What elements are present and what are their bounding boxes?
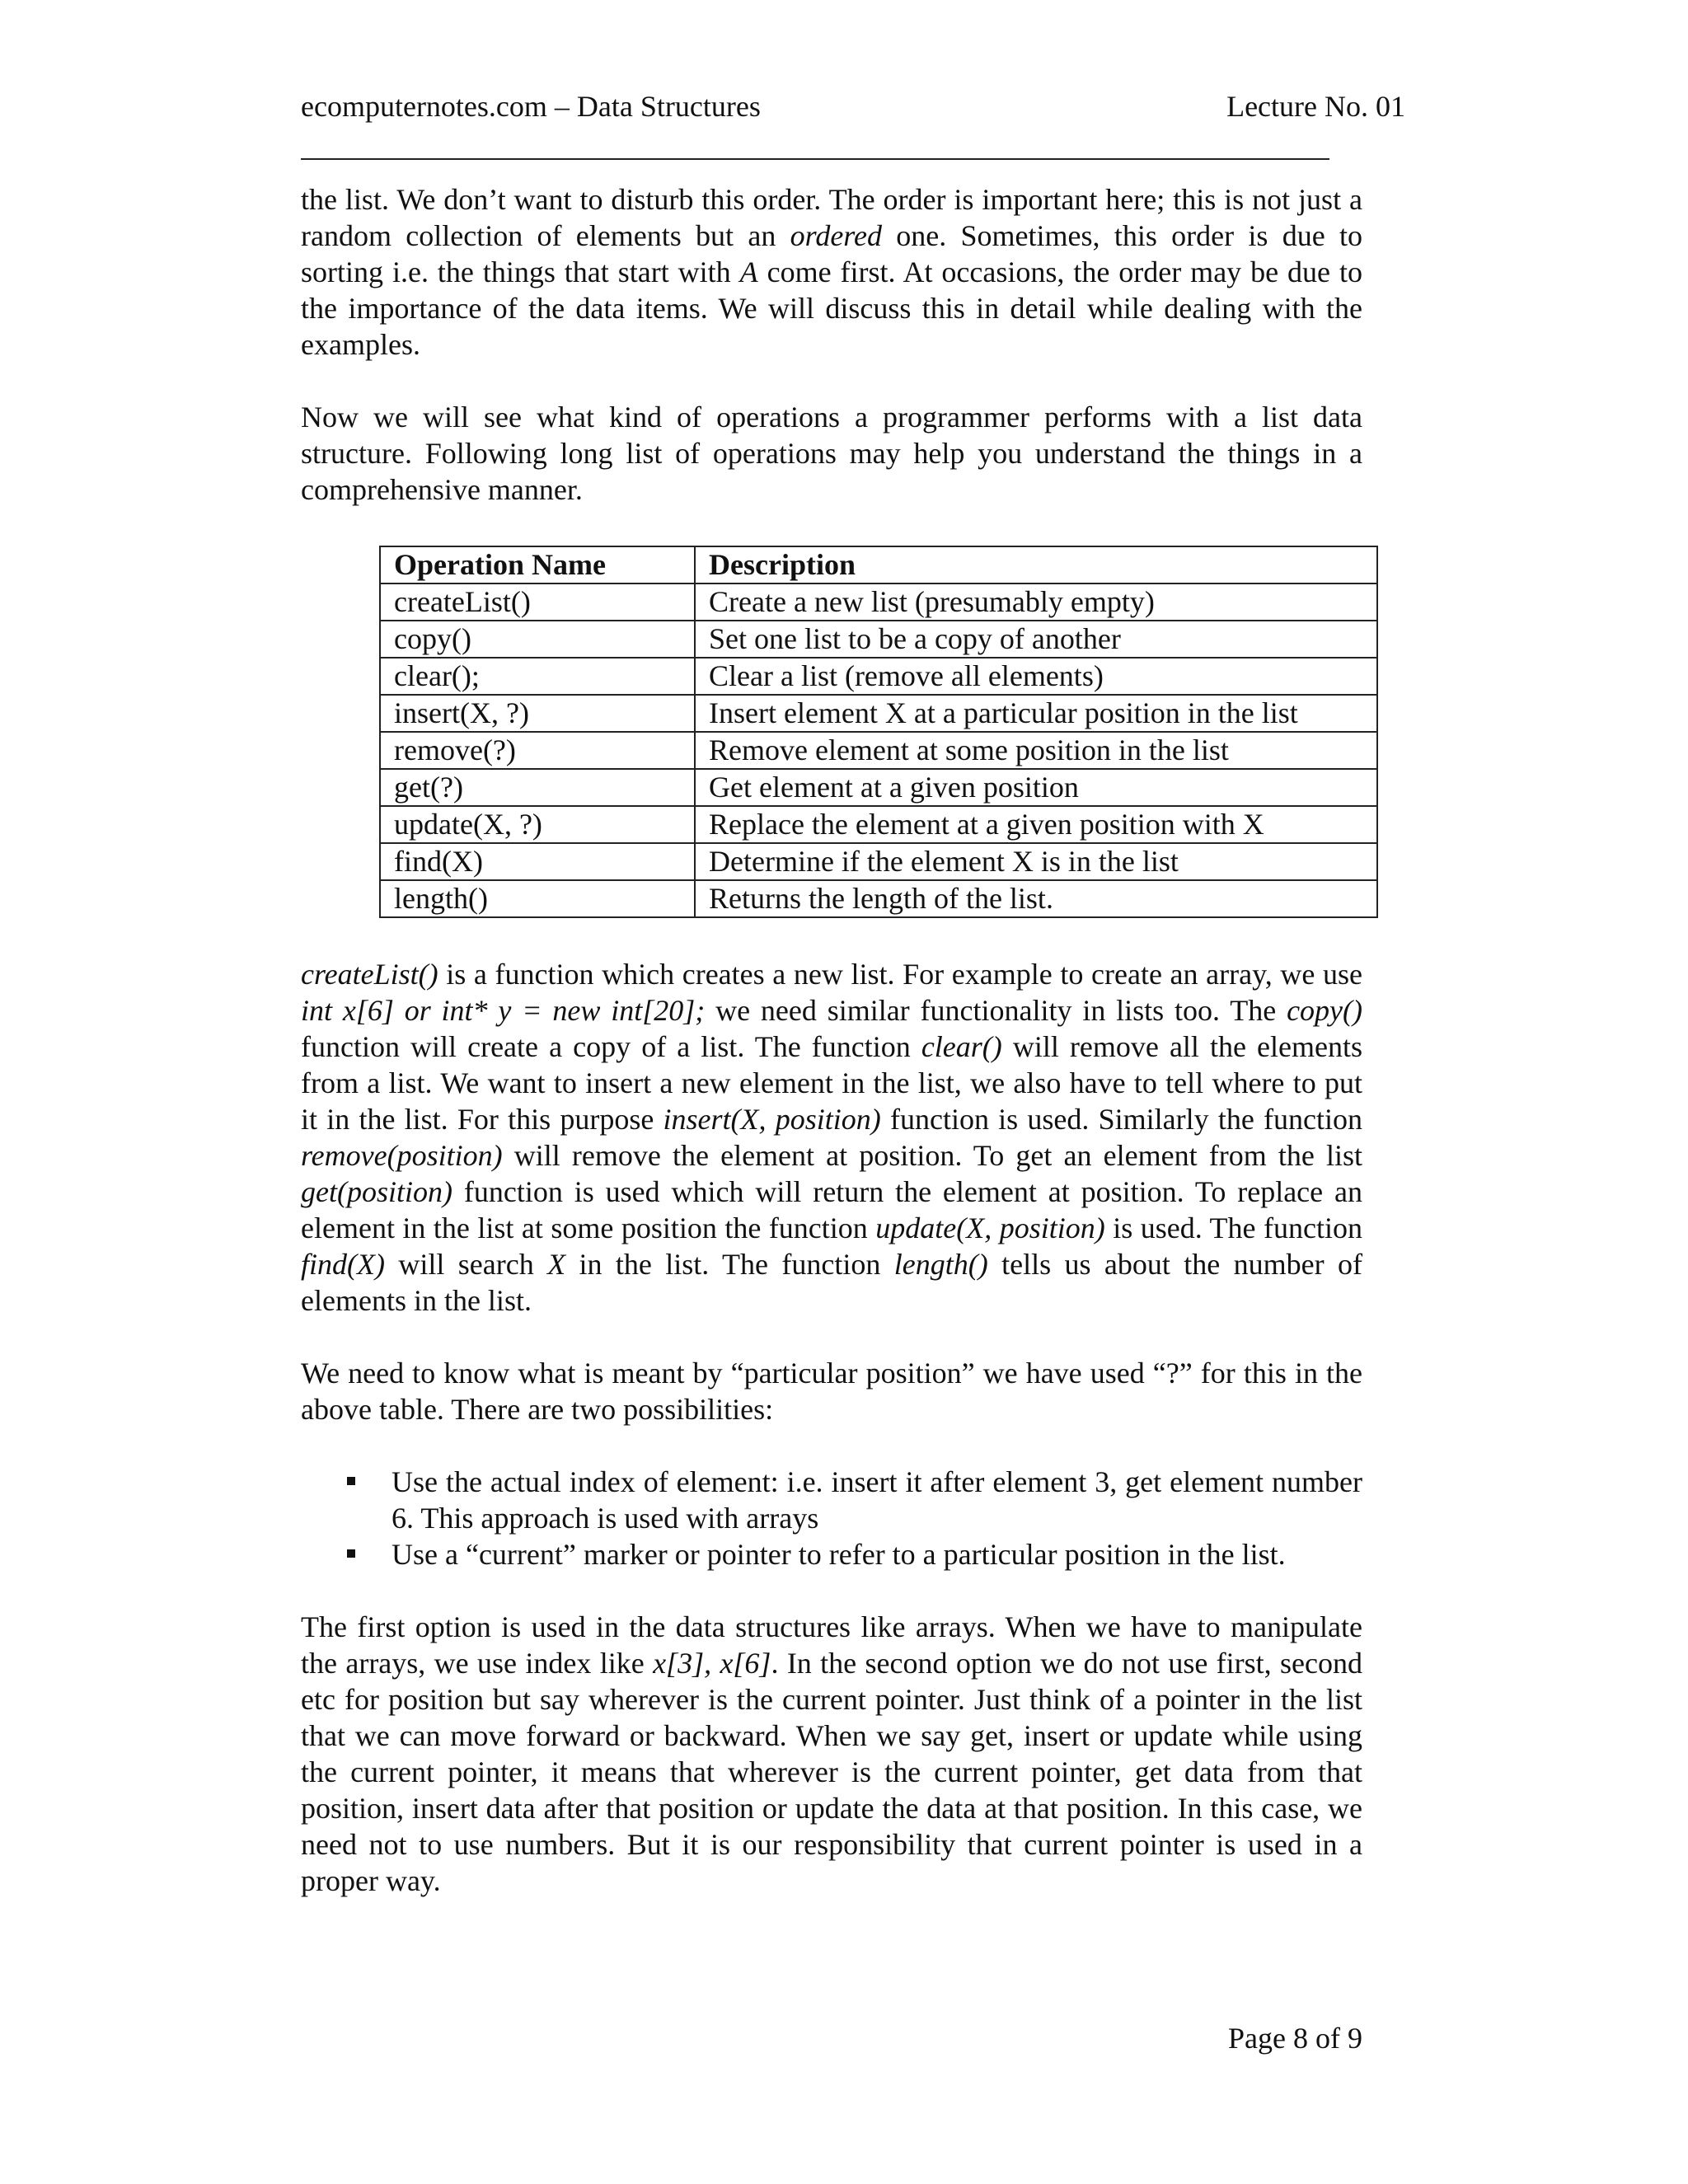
operation-description-cell: Set one list to be a copy of another <box>695 621 1377 658</box>
paragraph-particular-position <box>301 1355 1362 1427</box>
italic-term: get(position) <box>301 1175 452 1208</box>
italic-term: insert(X, position) <box>663 1103 881 1136</box>
table-header-row <box>380 546 1377 583</box>
table-row <box>380 583 1377 621</box>
text-run: in the list. The function <box>565 1248 894 1281</box>
paragraph-list-order <box>301 181 1362 363</box>
text-run: Now we will see what kind of operations a programmer performs with a list data structure. Following long list of operations may help you understand the things in a comprehensive manner. <box>301 401 1362 506</box>
italic-term: x[3], x[6] <box>653 1647 771 1680</box>
italic-term: ordered <box>790 219 882 252</box>
header-divider <box>301 158 1329 160</box>
list-item-text: Use the actual index of element: i.e. insert it after element 3, get element number 6. This approach is used with arrays <box>392 1465 1362 1535</box>
column-header-description: Description <box>695 546 1377 583</box>
italic-term: clear() <box>921 1030 1002 1063</box>
operation-name-cell: copy() <box>380 621 695 658</box>
table-row <box>380 695 1377 732</box>
operation-name-cell: update(X, ?) <box>380 806 695 843</box>
operations-table <box>379 546 1378 918</box>
operation-description-cell: Returns the length of the list. <box>695 880 1377 917</box>
text-run: will remove all the elements from a list. We want to insert a new element in the list, we also have to tell where to put it in the list. For this purpose <box>301 1030 1363 1136</box>
table-row <box>380 732 1377 769</box>
paragraph-operations-intro <box>301 399 1362 508</box>
header-site-title: ecomputernotes.com – Data Structures <box>301 90 761 123</box>
paragraph-text <box>301 181 1362 363</box>
list-item <box>301 1464 1362 1536</box>
italic-term: X <box>547 1248 566 1281</box>
operation-description-cell: Clear a list (remove all elements) <box>695 658 1377 695</box>
text-run: function is used. Similarly the function <box>880 1103 1363 1136</box>
italic-term: int x[6] or int* y = new int[20]; <box>301 994 706 1027</box>
operation-name-cell: insert(X, ?) <box>380 695 695 732</box>
text-run: we need similar functionality in lists too. The <box>705 994 1287 1027</box>
operation-description-cell: Replace the element at a given position with X <box>695 806 1377 843</box>
text-run: We need to know what is meant by “particular position” we have used “?” for this in the above table. There are two possibilities: <box>301 1357 1362 1426</box>
square-bullet-icon <box>347 1477 355 1485</box>
table-row <box>380 769 1377 806</box>
text-run: is used. The function <box>1104 1212 1362 1244</box>
list-item-text: Use a “current” marker or pointer to refer to a particular position in the list. <box>392 1538 1286 1571</box>
text-run: come first. At occasions, the order may be due to the importance of the data items. We will discuss this in detail while dealing with the examples. <box>301 255 1362 361</box>
table-row <box>380 843 1377 880</box>
text-run: the list. We don’t want to disturb this order. The order is important here; this is not just a random collection of elements but an <box>301 183 1362 252</box>
header-lecture-number: Lecture No. 01 <box>1226 90 1405 123</box>
paragraph-text <box>301 1609 1362 1899</box>
paragraph-text <box>301 956 1362 1319</box>
text-run: tells us about the number of elements in the list. <box>301 1248 1363 1317</box>
italic-term: update(X, position) <box>875 1212 1105 1244</box>
operation-name-cell: remove(?) <box>380 732 695 769</box>
table-row <box>380 621 1377 658</box>
operation-description-cell: Insert element X at a particular position in the list <box>695 695 1377 732</box>
text-run: function will create a copy of a list. The function <box>301 1030 921 1063</box>
operation-description-cell: Get element at a given position <box>695 769 1377 806</box>
table-row <box>380 658 1377 695</box>
text-run: is a function which creates a new list. For example to create an array, we use <box>438 958 1362 991</box>
possibilities-list <box>301 1464 1362 1572</box>
page-number: Page 8 of 9 <box>1228 2022 1362 2055</box>
table-row <box>380 880 1377 917</box>
paragraph-current-pointer <box>301 1609 1362 1899</box>
text-run: will remove the element at position. To get an element from the list <box>502 1139 1362 1172</box>
text-run: . In the second option we do not use first, second etc for position but say wherever is the current pointer. Just think of a pointer in the list that we can move forward or backward. When we say get, insert or update while using the current pointer, it means that wherever is the current pointer, get data from that position, insert data after that position or update the data at that position. In this case, we need not to use numbers. But it is our responsibility that current pointer is used in a proper way. <box>301 1647 1363 1897</box>
operation-name-cell: length() <box>380 880 695 917</box>
text-run: The first option is used in the data structures like arrays. When we have to manipulate the arrays, we use index like <box>301 1610 1362 1680</box>
text-run: function is used which will return the element at position. To replace an element in the list at some position the function <box>301 1175 1362 1244</box>
operation-name-cell: createList() <box>380 583 695 621</box>
text-run: will search <box>384 1248 548 1281</box>
text-run: one. Sometimes, this order is due to sorting i.e. the things that start with <box>301 219 1362 288</box>
paragraph-text <box>301 399 1362 508</box>
operation-name-cell: find(X) <box>380 843 695 880</box>
operation-description-cell: Remove element at some position in the list <box>695 732 1377 769</box>
italic-term: createList() <box>301 958 438 991</box>
list-item <box>301 1536 1362 1572</box>
italic-term: length() <box>893 1248 988 1281</box>
paragraph-functions-explained <box>301 956 1362 1319</box>
square-bullet-icon <box>347 1549 355 1558</box>
page-header <box>301 89 1405 129</box>
italic-term: remove(position) <box>301 1139 503 1172</box>
operation-description-cell: Create a new list (presumably empty) <box>695 583 1377 621</box>
italic-term: copy() <box>1287 994 1362 1027</box>
operation-name-cell: get(?) <box>380 769 695 806</box>
italic-term: A <box>739 255 758 288</box>
italic-term: find(X) <box>301 1248 385 1281</box>
table-row <box>380 806 1377 843</box>
column-header-operation-name: Operation Name <box>380 546 695 583</box>
operation-description-cell: Determine if the element X is in the list <box>695 843 1377 880</box>
operation-name-cell: clear(); <box>380 658 695 695</box>
paragraph-text <box>301 1355 1362 1427</box>
